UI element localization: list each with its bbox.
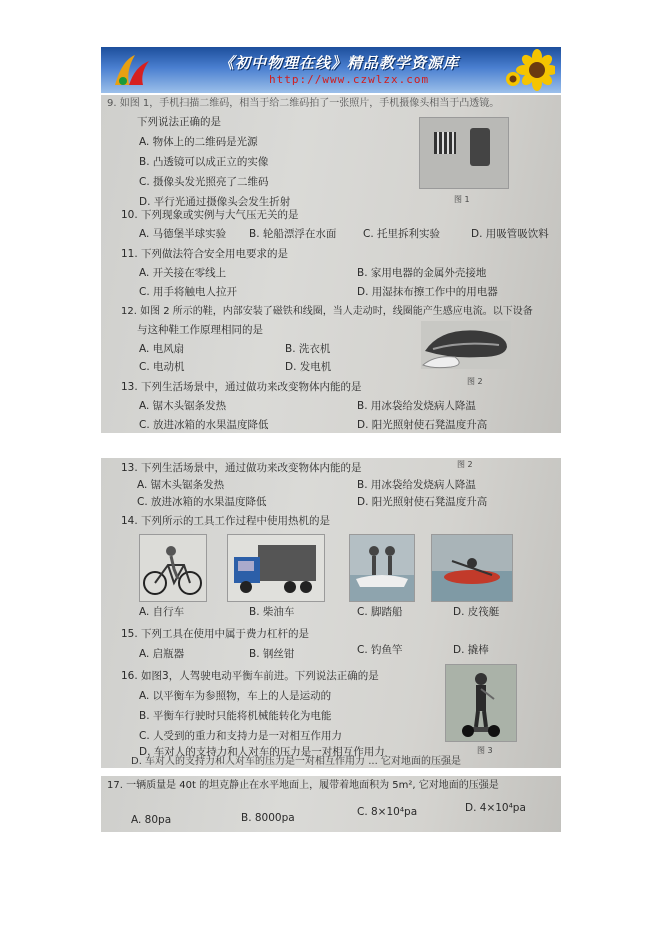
q17-option-c: C. 8×10⁴pa bbox=[357, 806, 418, 818]
sunflower-icon bbox=[503, 49, 555, 91]
figure-1-phone-qr bbox=[419, 117, 509, 189]
q16-option-c: C. 人受到的重力和支持力是一对相互作用力 bbox=[139, 730, 343, 742]
q13-option-d: D. 阳光照射使石凳温度升高 bbox=[357, 419, 488, 431]
q13-option-b: B. 用冰袋给发烧病人降温 bbox=[357, 400, 476, 412]
question-9-stem: 9. 如图 1，手机扫描二维码，相当于给二维码拍了一张照片，手机摄像头相当于凸透镜。 bbox=[107, 98, 500, 109]
question-14-stem: 14. 下列所示的工具工作过程中使用热机的是 bbox=[121, 515, 331, 527]
figure-2-shoes bbox=[421, 321, 511, 369]
shoe-icon bbox=[421, 321, 511, 369]
q10-option-b: B. 轮船漂浮在水面 bbox=[249, 228, 337, 240]
q16-option-d: D. 车对人的支持力和人对车的压力是一对相互作用力 bbox=[139, 746, 385, 758]
pedal-boat-icon bbox=[350, 535, 414, 601]
q15-option-a: A. 启瓶器 bbox=[139, 648, 185, 660]
q13-option-a-repeat: A. 锯木头锯条发热 bbox=[137, 479, 225, 491]
figure-3-balance-scooter bbox=[445, 664, 517, 742]
q17-option-d: D. 4×10⁴pa bbox=[465, 802, 526, 814]
banner-title: 《初中物理在线》精品教学资源库 bbox=[219, 54, 460, 72]
bicycle-photo bbox=[139, 534, 207, 602]
question-16-stem: 16. 如图3，人驾驶电动平衡车前进。下列说法正确的是 bbox=[121, 670, 379, 682]
q14-option-b: B. 柴油车 bbox=[249, 606, 295, 618]
q10-option-a: A. 马德堡半球实验 bbox=[139, 228, 227, 240]
q15-option-b: B. 钢丝钳 bbox=[249, 648, 295, 660]
question-12-stem: 12. 如图 2 所示的鞋，内部安装了磁铁和线圈，当人走动时，线圈能产生感应电流。以下设备 bbox=[121, 306, 533, 317]
q15-option-d: D. 撬棒 bbox=[453, 644, 489, 656]
q16-option-a: A. 以平衡车为参照物，车上的人是运动的 bbox=[139, 690, 332, 702]
raft-photo bbox=[431, 534, 513, 602]
balance-scooter-icon bbox=[446, 665, 516, 741]
q14-option-d: D. 皮筏艇 bbox=[453, 606, 500, 618]
question-11-stem: 11. 下列做法符合安全用电要求的是 bbox=[121, 248, 289, 260]
q12-option-c: C. 电动机 bbox=[139, 361, 185, 373]
q11-option-d: D. 用湿抹布擦工作中的用电器 bbox=[357, 286, 498, 298]
q14-option-c: C. 脚踏船 bbox=[357, 606, 403, 618]
phone-icon bbox=[470, 128, 490, 166]
q10-option-d: D. 用吸管吸饮料 bbox=[471, 228, 549, 240]
q9-option-c: C. 摄像头发光照亮了二维码 bbox=[139, 176, 269, 188]
pedal-boat-photo bbox=[349, 534, 415, 602]
figure-2-caption: 图 2 bbox=[467, 377, 483, 386]
exam-photo-3 bbox=[101, 776, 561, 832]
bicycle-icon bbox=[140, 535, 206, 601]
q9-option-a: A. 物体上的二维码是光源 bbox=[139, 136, 258, 148]
q13-option-d-repeat: D. 阳光照射使石凳温度升高 bbox=[357, 496, 488, 508]
question-10-stem: 10. 下列现象或实例与大气压无关的是 bbox=[121, 209, 299, 221]
q14-option-a: A. 自行车 bbox=[139, 606, 185, 618]
truck-icon bbox=[228, 535, 324, 601]
raft-icon bbox=[432, 535, 512, 601]
site-logo-icon bbox=[109, 51, 153, 89]
q11-option-b: B. 家用电器的金属外壳接地 bbox=[357, 267, 487, 279]
question-15-stem: 15. 下列工具在使用中属于费力杠杆的是 bbox=[121, 628, 310, 640]
resource-banner bbox=[101, 47, 561, 93]
q13-option-b-repeat: B. 用冰袋给发烧病人降温 bbox=[357, 479, 476, 491]
q9-option-b: B. 凸透镜可以成正立的实像 bbox=[139, 156, 269, 168]
q16-option-b: B. 平衡车行驶时只能将机械能转化为电能 bbox=[139, 710, 332, 722]
q13-option-c-repeat: C. 放进冰箱的水果温度降低 bbox=[137, 496, 267, 508]
q9-option-d: D. 平行光通过摄像头会发生折射 bbox=[139, 196, 291, 208]
q12-option-b: B. 洗衣机 bbox=[285, 343, 331, 355]
question-12-prompt: 与这种鞋工作原理相同的是 bbox=[137, 324, 263, 336]
q17-option-b: B. 8000pa bbox=[241, 812, 295, 824]
figure-2-caption-repeat: 图 2 bbox=[457, 460, 473, 469]
question-13-stem: 13. 下列生活场景中，通过做功来改变物体内能的是 bbox=[121, 381, 362, 393]
banner-url[interactable]: http://www.czwlzx.com bbox=[269, 73, 430, 86]
question-9-prompt: 下列说法正确的是 bbox=[137, 116, 221, 128]
q12-option-a: A. 电风扇 bbox=[139, 343, 185, 355]
q12-option-d: D. 发电机 bbox=[285, 361, 332, 373]
q10-option-c: C. 托里拆利实验 bbox=[363, 228, 441, 240]
q13-option-a: A. 锯木头锯条发热 bbox=[139, 400, 227, 412]
question-17-stem: 17. 一辆质量是 40t 的坦克静止在水平地面上，履带着地面积为 5m², 它对地面的压强是 bbox=[107, 780, 499, 791]
figure-1-caption: 图 1 bbox=[454, 195, 470, 204]
question-13-stem-repeat: 13. 下列生活场景中，通过做功来改变物体内能的是 bbox=[121, 462, 362, 474]
q17-option-a: A. 80pa bbox=[131, 814, 172, 826]
exam-photo-1 bbox=[101, 95, 561, 433]
figure-3-caption: 图 3 bbox=[477, 746, 493, 755]
q11-option-c: C. 用手将触电人拉开 bbox=[139, 286, 238, 298]
q13-option-c: C. 放进冰箱的水果温度降低 bbox=[139, 419, 269, 431]
q16-option-d-cut: D. 车对人的支持力和人对车的压力是一对相互作用力 ... 它对地面的压强是 bbox=[131, 756, 461, 767]
q11-option-a: A. 开关接在零线上 bbox=[139, 267, 227, 279]
exam-photo-2 bbox=[101, 458, 561, 768]
q15-option-c: C. 钓鱼竿 bbox=[357, 644, 403, 656]
diesel-truck-photo bbox=[227, 534, 325, 602]
qr-code-icon bbox=[434, 132, 456, 154]
